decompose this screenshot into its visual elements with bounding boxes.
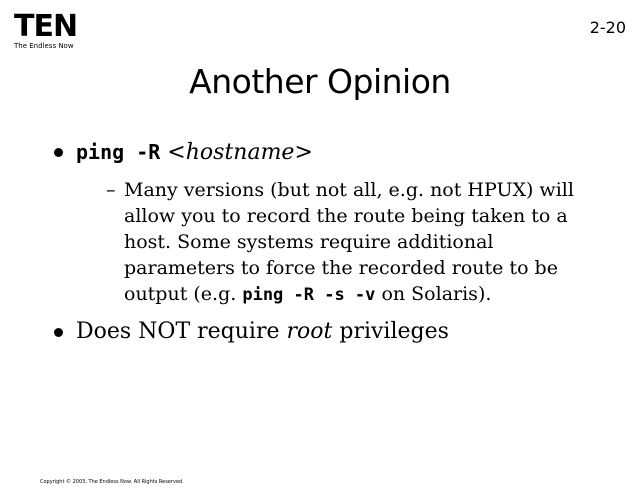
slide-title: Another Opinion [189, 62, 451, 101]
bullet-item-privileges [54, 318, 614, 346]
hostname-open: < [167, 140, 186, 165]
privileges-before: Does NOT require [76, 319, 280, 344]
ping-command: ping -R [76, 140, 161, 164]
solaris-command: ping -R -s -v [242, 285, 376, 305]
root-emphasis: root [286, 319, 333, 344]
logo-mark: TEN [14, 9, 78, 44]
hostname-arg: hostname [185, 140, 295, 165]
bullet-list [54, 138, 614, 346]
bullet-dot-icon [54, 328, 63, 337]
hostname-close: > [294, 140, 313, 165]
sub-bullet-text: Many versions (but not all, e.g. not HPUX) will allow you to record the route being taken to a host. Some systems require additional parameters to force the recorded route to be output (e.g. [124, 179, 574, 305]
logo-tagline: The Endless Now [14, 42, 74, 50]
sub-bullet-route-record [102, 177, 594, 308]
bullet-item-ping [54, 138, 614, 308]
sub-bullet-dash: – [106, 179, 116, 201]
sub-bullet-tail: on Solaris). [381, 283, 492, 305]
privileges-after: privileges [339, 319, 449, 344]
slide-number: 2-20 [589, 18, 626, 37]
copyright-footer: Copyright © 2003, The Endless Now. All Rights Reserved. [40, 479, 184, 485]
bullet-dot-icon [54, 148, 63, 157]
company-logo [14, 9, 94, 50]
